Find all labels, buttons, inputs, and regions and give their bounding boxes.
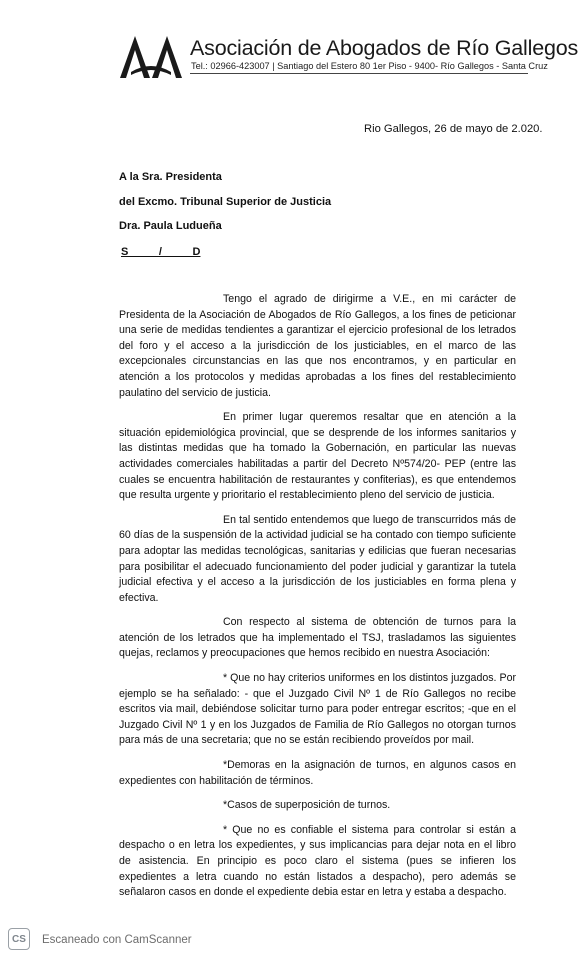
body-paragraph: *Demoras en la asignación de turnos, en algunos casos en expedientes con habilitación de términos.	[119, 759, 516, 787]
recipient-line: Dra. Paula Ludueña	[119, 220, 222, 232]
organization-contact: Tel.: 02966-423007 | Santiago del Estero 80 1er Piso - 9400- Río Gallegos - Santa Cruz	[191, 61, 548, 71]
scanner-watermark: Escaneado con CamScanner	[42, 934, 192, 946]
recipient-line: A la Sra. Presidenta	[119, 171, 222, 183]
organization-name: Asociación de Abogados de Río Gallegos	[190, 36, 579, 60]
body-paragraph: En primer lugar queremos resaltar que en atención a la situación epidemiológica provincial, que se desprende de los informes sanitarios y las distintas medidas que ha tomado la Gobernación, en particular las nuevas actividades comerciales habilitadas a partir del Decreto Nº574/20- PEP (entre las cuales se encuentra habilitación de restaurantes y confiterias), es que entendemos que resulta urgente y prioritario el restablecimiento pleno del servicio de justicia.	[119, 411, 516, 502]
recipient-line: del Excmo. Tribunal Superior de Justicia	[119, 196, 332, 208]
body-paragraph: * Que no es confiable el sistema para controlar si están a despacho o en letra los expedientes, y sus implicancias para dejar nota en el libro de asistencia. En principio es poco claro el sistema (pues se infieren los expedientes a letra cuando no están listados a despacho), pero además se señalaron casos en donde el expediente debia estar en letra y estaba a despacho.	[119, 823, 516, 899]
body-paragraph: *Casos de superposición de turnos.	[223, 799, 391, 812]
body-paragraph: * Que no hay criterios uniformes en los distintos juzgados. Por ejemplo se ha señalado: - que el Juzgado Civil Nº 1 de Río Gallegos no recibe escritos via mail, debiéndose solicitar turno para poder entregar escritos; -que en el Juzgado Civil Nº 1 y en los Juzgados de Familia de Río Gallegos no otorgan turnos para más de una secretaria; que no se están recibiendo proveídos por mail.	[119, 672, 516, 747]
letter-body	[119, 292, 516, 910]
camscanner-icon: CS	[8, 928, 30, 950]
letter-date: Rio Gallegos, 26 de mayo de 2.020.	[364, 123, 543, 135]
body-paragraph: Con respecto al sistema de obtención de turnos para la atención de los letrados que ha implementado el TSJ, trasladamos las siguientes quejas, reclamos y preocupaciones que hemos recibido en nuestra Asociación:	[119, 616, 516, 660]
body-paragraph: En tal sentido entendemos que luego de transcurridos más de 60 días de la suspensión de la actividad judicial se ha contado con tiempo suficiente para adoptar las medidas tecnológicas, sanitarias y edilicias que fueran necesarias para posibilitar el adecuado funcionamiento del poder judicial y garantizar la tutela judicial efectiva y el acceso a la jurisdicción de los justiciables en forma plena y efectiva.	[119, 513, 516, 604]
sd-salutation: S / D	[121, 246, 201, 258]
scales-of-justice-logo-icon	[118, 30, 184, 80]
body-paragraph: Tengo el agrado de dirigirme a V.E., en mi carácter de Presidenta de la Asociación de Abogados de Río Gallegos, a los fines de peticionar una serie de medidas tendientes a garantizar el ejercicio profesional de los letrados del foro y el acceso a la jurisdicción de los justiciables, en el marco de las excepcionales circunstancias en las que nos encontramos, y en particular en atención a los protocolos y medidas aprobadas a los fines del restablecimiento paulatino del servicio de justicia.	[119, 293, 516, 399]
header-divider	[190, 73, 528, 74]
